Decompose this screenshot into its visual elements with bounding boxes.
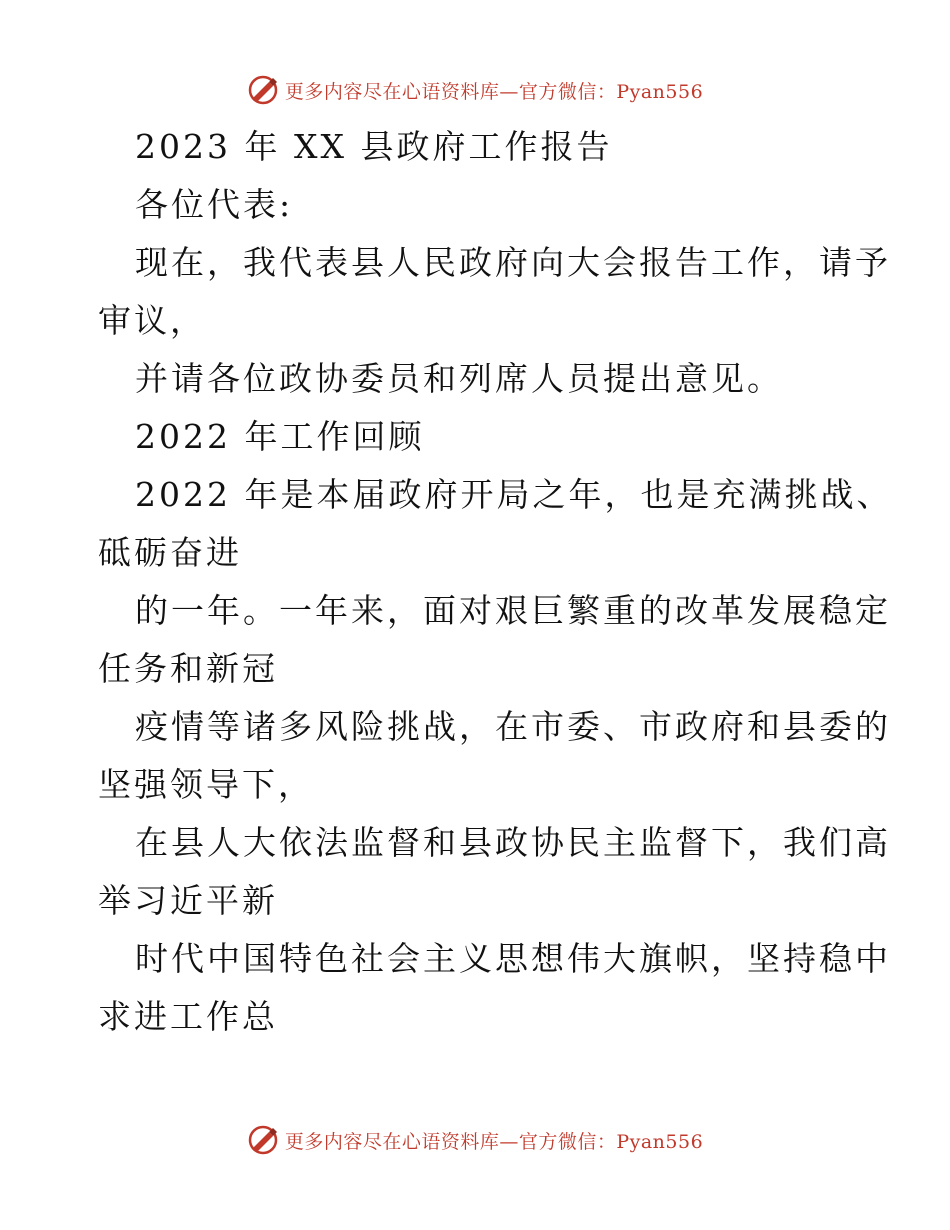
text-line: 2023 年 XX 县政府工作报告: [135, 127, 613, 166]
text-line: 任务和新冠: [98, 649, 278, 688]
text-line: 并请各位政协委员和列席人员提出意见。: [135, 359, 783, 398]
text-line: 时代中国特色社会主义思想伟大旗帜，坚持稳中: [135, 939, 891, 978]
text-line: 审议，: [98, 301, 206, 340]
text-line: 举习近平新: [98, 881, 278, 920]
text-line: 的一年。一年来，面对艰巨繁重的改革发展稳定: [135, 591, 891, 630]
text-line: 砥砺奋进: [98, 533, 242, 572]
text-line: 2022 年是本届政府开局之年，也是充满挑战、: [135, 475, 893, 514]
text-line: 求进工作总: [98, 997, 278, 1036]
text-line: 现在，我代表县人民政府向大会报告工作，请予: [135, 243, 891, 282]
text-line: 在县人大依法监督和县政协民主监督下，我们高: [135, 823, 891, 862]
text-line: 各位代表:: [135, 185, 294, 224]
text-line: 疫情等诸多风险挑战，在市委、市政府和县委的: [135, 707, 891, 746]
watermark-text: 更多内容尽在心语资料库—官方微信：Pyan556: [284, 1130, 704, 1153]
watermark-banner-top: [0, 70, 950, 110]
document-body: [98, 118, 893, 1046]
pen-logo-icon: [247, 1124, 279, 1156]
text-line: 2022 年工作回顾: [135, 417, 425, 456]
text-line: 坚强领导下，: [98, 765, 314, 804]
watermark-banner-bottom: [0, 1120, 950, 1160]
pen-logo-icon: [247, 74, 279, 106]
watermark-text: 更多内容尽在心语资料库—官方微信：Pyan556: [284, 80, 704, 103]
